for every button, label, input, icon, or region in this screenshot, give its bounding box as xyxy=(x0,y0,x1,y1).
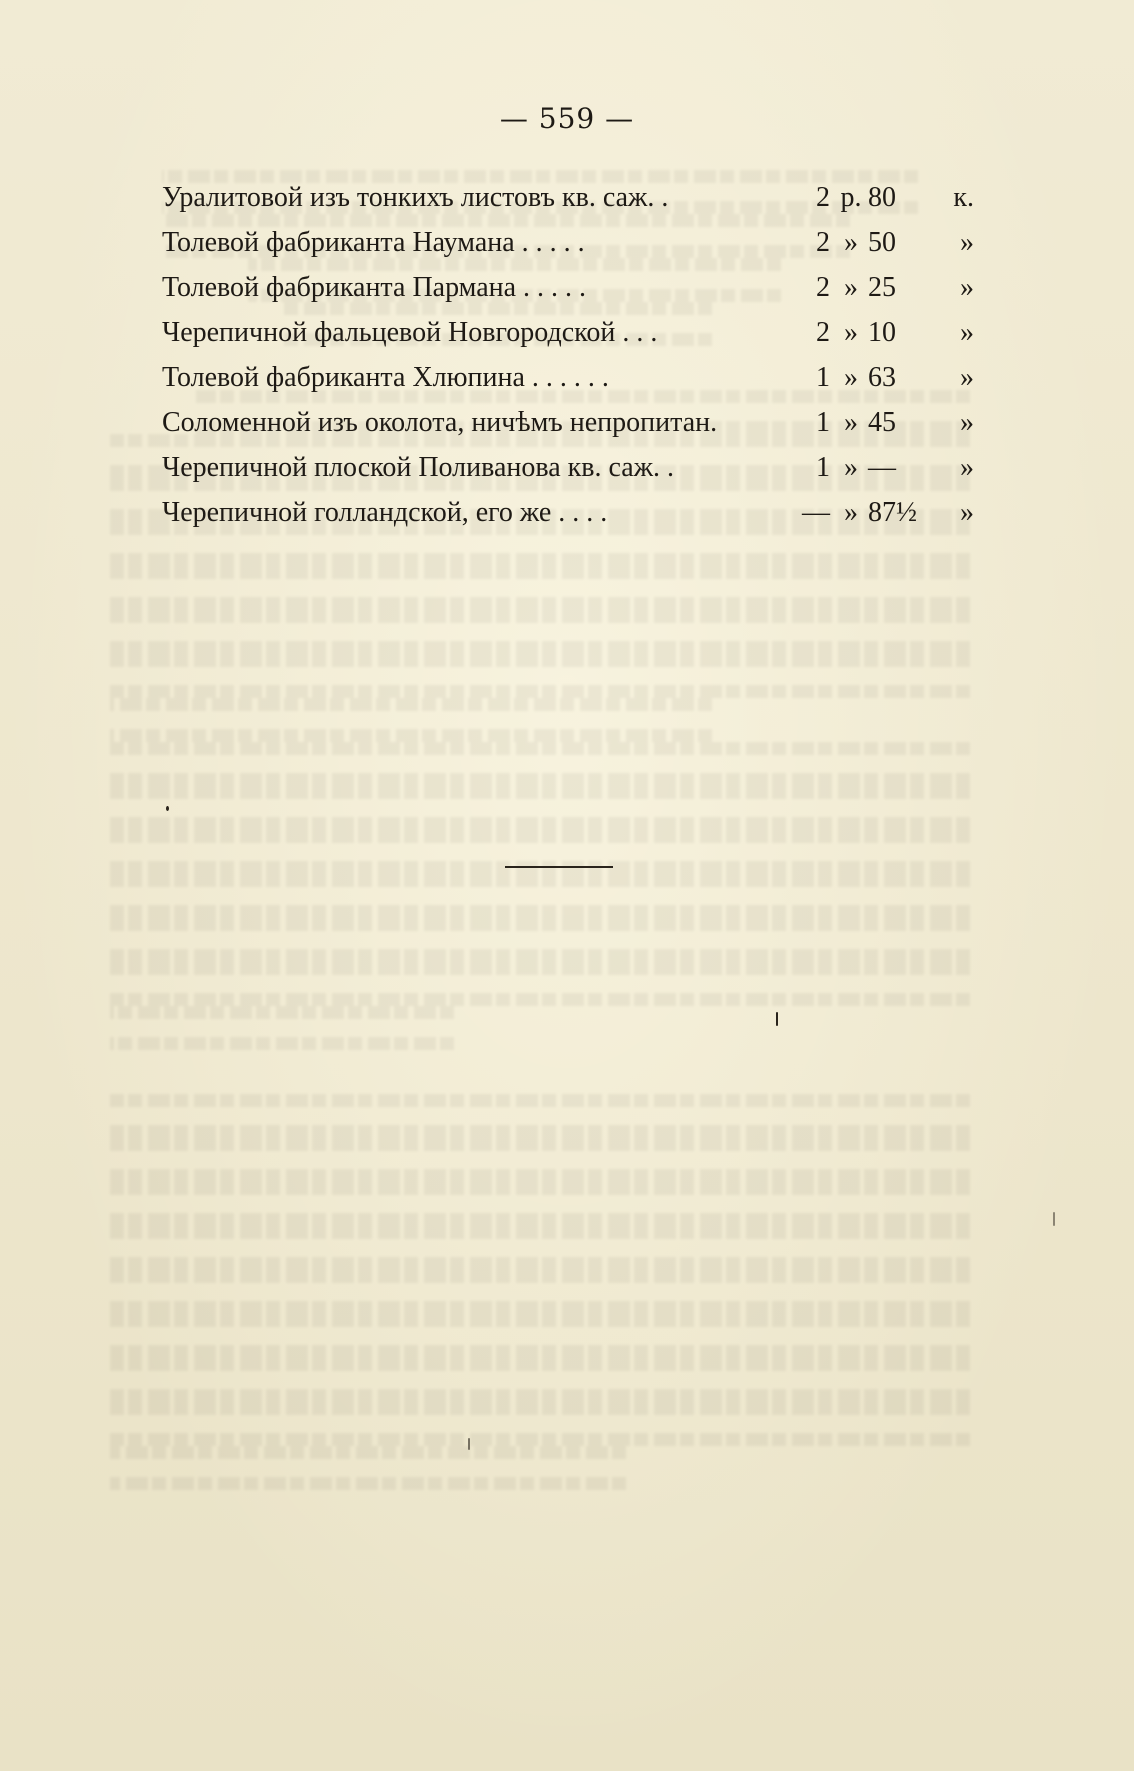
price-rubles: 1 xyxy=(816,452,830,483)
end-rule xyxy=(505,866,613,868)
price-rubles: 1 xyxy=(816,407,830,438)
price-kopecks: 45 xyxy=(868,407,896,438)
price-separator: » xyxy=(844,272,858,303)
price-description: Толевой фабриканта Хлюпина . . . . . . xyxy=(162,362,609,393)
price-row xyxy=(162,407,974,452)
price-unit: » xyxy=(960,317,974,348)
price-row xyxy=(162,452,974,497)
price-row xyxy=(162,272,974,317)
price-separator: » xyxy=(844,227,858,258)
price-description: Черепичной голландской, его же . . . . xyxy=(162,497,608,528)
price-rubles: — xyxy=(802,497,830,528)
price-description: Толевой фабриканта Наумана . . . . . xyxy=(162,227,585,258)
price-description: Толевой фабриканта Пармана . . . . . xyxy=(162,272,587,303)
price-separator: » xyxy=(844,452,858,483)
price-rubles: 2 xyxy=(816,182,830,213)
price-row xyxy=(162,497,974,542)
price-rubles: 2 xyxy=(816,317,830,348)
price-rubles: 2 xyxy=(816,227,830,258)
price-unit: » xyxy=(960,362,974,393)
price-separator: » xyxy=(844,407,858,438)
price-list xyxy=(162,182,974,542)
price-kopecks: 50 xyxy=(868,227,896,258)
price-kopecks: 80 xyxy=(868,182,896,213)
price-separator: » xyxy=(844,362,858,393)
price-kopecks: — xyxy=(868,452,896,483)
price-kopecks: 25 xyxy=(868,272,896,303)
price-description: Уралитовой изъ тонкихъ листовъ кв. саж. . xyxy=(162,182,669,213)
price-rubles: 1 xyxy=(816,362,830,393)
ink-speck xyxy=(468,1438,470,1450)
price-row xyxy=(162,317,974,362)
price-row xyxy=(162,362,974,407)
price-unit: » xyxy=(960,227,974,258)
price-separator: » xyxy=(844,497,858,528)
price-unit: » xyxy=(960,497,974,528)
ink-speck xyxy=(166,806,169,811)
price-kopecks: 87½ xyxy=(868,497,917,528)
price-kopecks: 63 xyxy=(868,362,896,393)
price-description: Соломенной изъ околота, ничѣмъ непропитан. xyxy=(162,407,718,438)
price-kopecks: 10 xyxy=(868,317,896,348)
ink-speck xyxy=(1053,1212,1055,1226)
page-number: — 559 — xyxy=(499,102,635,135)
price-row xyxy=(162,227,974,272)
price-unit: к. xyxy=(953,182,974,213)
price-unit: » xyxy=(960,272,974,303)
price-unit: » xyxy=(960,452,974,483)
price-rubles: 2 xyxy=(816,272,830,303)
price-description: Черепичной фальцевой Новгородской . . . xyxy=(162,317,658,348)
price-row xyxy=(162,182,974,227)
ink-speck xyxy=(776,1012,778,1026)
price-separator: » xyxy=(844,317,858,348)
price-unit: » xyxy=(960,407,974,438)
price-separator: р. xyxy=(840,182,862,213)
price-description: Черепичной плоской Поливанова кв. саж. . xyxy=(162,452,675,483)
